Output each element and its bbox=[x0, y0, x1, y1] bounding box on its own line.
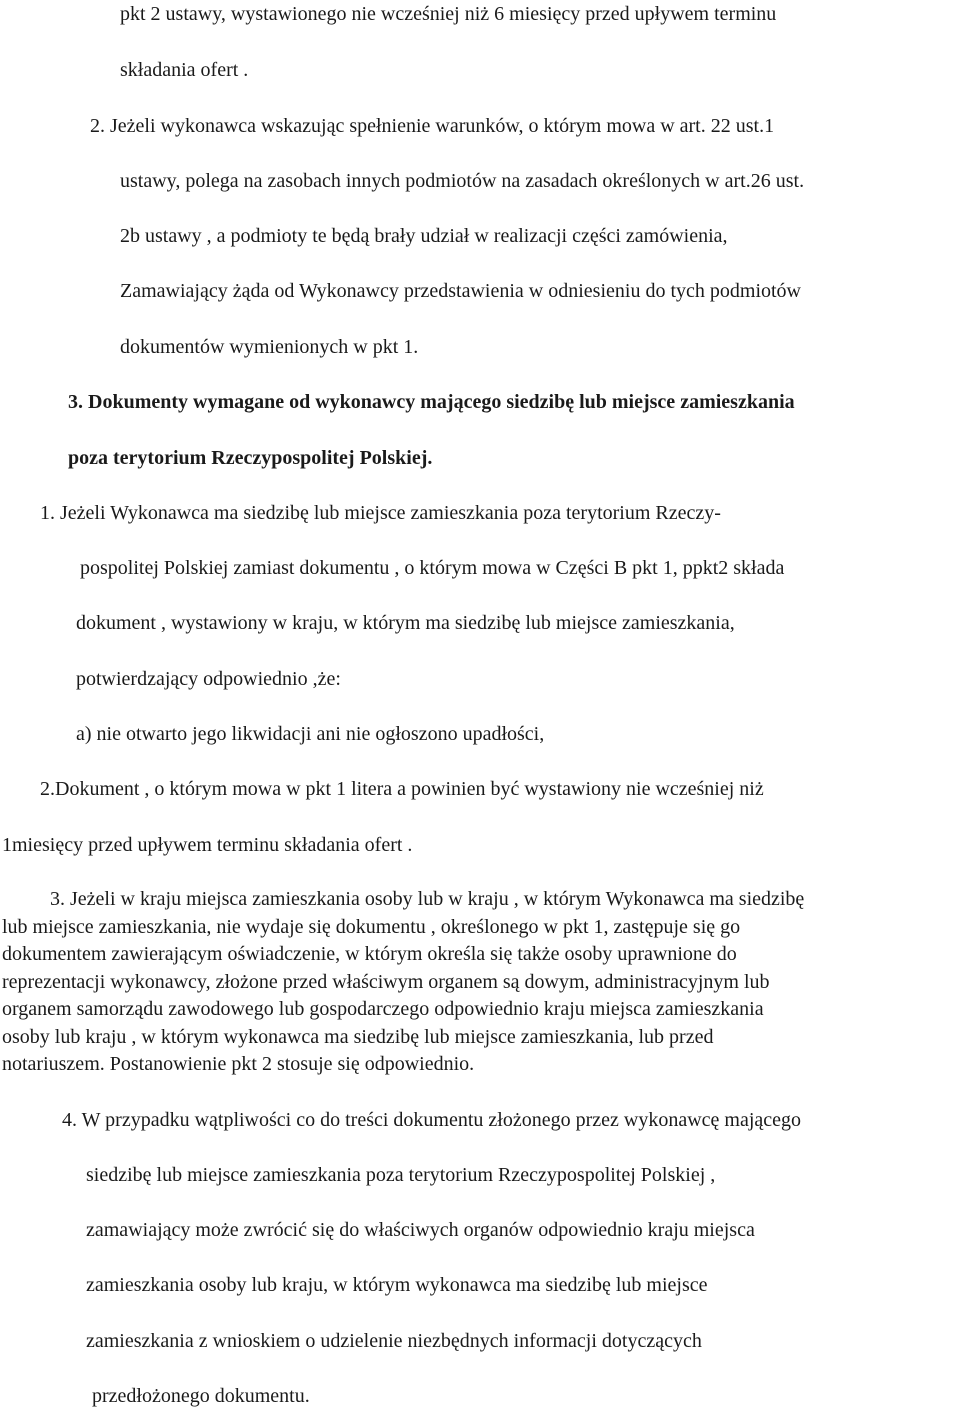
text-line: 1miesięcy przed upływem terminu składania ofert . bbox=[2, 834, 413, 856]
section-heading-3-cont: poza terytorium Rzeczypospolitej Polskiej. bbox=[68, 447, 433, 469]
text-line: dokumentów wymienionych w pkt 1. bbox=[120, 336, 419, 358]
text-line: siedzibę lub miejsce zamieszkania poza terytorium Rzeczypospolitej Polskiej , bbox=[86, 1164, 716, 1186]
text-line: lub miejsce zamieszkania, nie wydaje się dokumentu , określonego w pkt 1, zastępuje się go bbox=[2, 915, 741, 938]
text-line: dokument , wystawiony w kraju, w którym ma siedzibę lub miejsce zamieszkania, bbox=[76, 612, 735, 634]
sub-item-a: a) nie otwarto jego likwidacji ani nie ogłoszono upadłości, bbox=[76, 723, 545, 745]
section-heading-3: 3. Dokumenty wymagane od wykonawcy mającego siedzibę lub miejsce zamieszkania bbox=[68, 391, 795, 413]
text-line: przedłożonego dokumentu. bbox=[92, 1385, 310, 1407]
text-line: 2b ustawy , a podmioty te będą brały udział w realizacji części zamówienia, bbox=[120, 225, 728, 247]
list-item-4: 4. W przypadku wątpliwości co do treści dokumentu złożonego przez wykonawcę mającego bbox=[62, 1109, 802, 1131]
text-line: ustawy, polega na zasobach innych podmiotów na zasadach określonych w art.26 ust. bbox=[120, 170, 805, 192]
text-line: potwierdzający odpowiednio ,że: bbox=[76, 668, 341, 690]
text-line: zamawiający może zwrócić się do właściwych organów odpowiednio kraju miejsca bbox=[86, 1219, 755, 1241]
text-line: reprezentacji wykonawcy, złożone przed właściwym organem są dowym, administracyjnym lub bbox=[2, 970, 770, 993]
list-item-2: 2. Jeżeli wykonawca wskazując spełnienie warunków, o którym mowa w art. 22 ust.1 bbox=[90, 115, 775, 137]
text-line: Zamawiający żąda od Wykonawcy przedstawienia w odniesieniu do tych podmiotów bbox=[120, 280, 801, 302]
text-line: pospolitej Polskiej zamiast dokumentu , o którym mowa w Części B pkt 1, ppkt2 składa bbox=[80, 557, 785, 579]
list-item-2-dokument: 2.Dokument , o którym mowa w pkt 1 litera a powinien być wystawiony nie wcześniej niż bbox=[40, 778, 764, 800]
text-line: zamieszkania osoby lub kraju, w którym wykonawca ma siedzibę lub miejsce bbox=[86, 1274, 708, 1296]
text-line: dokumentem zawierającym oświadczenie, w którym określa się także osoby uprawnione do bbox=[2, 943, 737, 965]
text-line: składania ofert . bbox=[120, 59, 249, 81]
text-line: 3. Jeżeli w kraju miejsca zamieszkania osoby lub w kraju , w którym Wykonawca ma siedzibę bbox=[50, 888, 805, 910]
text-line: pkt 2 ustawy, wystawionego nie wcześniej niż 6 miesięcy przed upływem terminu bbox=[120, 3, 777, 25]
text-line: zamieszkania z wnioskiem o udzielenie niezbędnych informacji dotyczących bbox=[86, 1330, 702, 1352]
text-line: osoby lub kraju , w którym wykonawca ma siedzibę lub miejsce zamieszkania, lub przed bbox=[2, 1025, 714, 1048]
paragraph-item-3 bbox=[2, 886, 804, 1079]
text-line: organem samorządu zawodowego lub gospodarczego odpowiednio kraju miejsca zamieszkania bbox=[2, 998, 764, 1020]
list-item-1: 1. Jeżeli Wykonawca ma siedzibę lub miejsce zamieszkania poza terytorium Rzeczy- bbox=[40, 502, 721, 524]
text-line: notariuszem. Postanowienie pkt 2 stosuje się odpowiednio. bbox=[2, 1053, 475, 1075]
